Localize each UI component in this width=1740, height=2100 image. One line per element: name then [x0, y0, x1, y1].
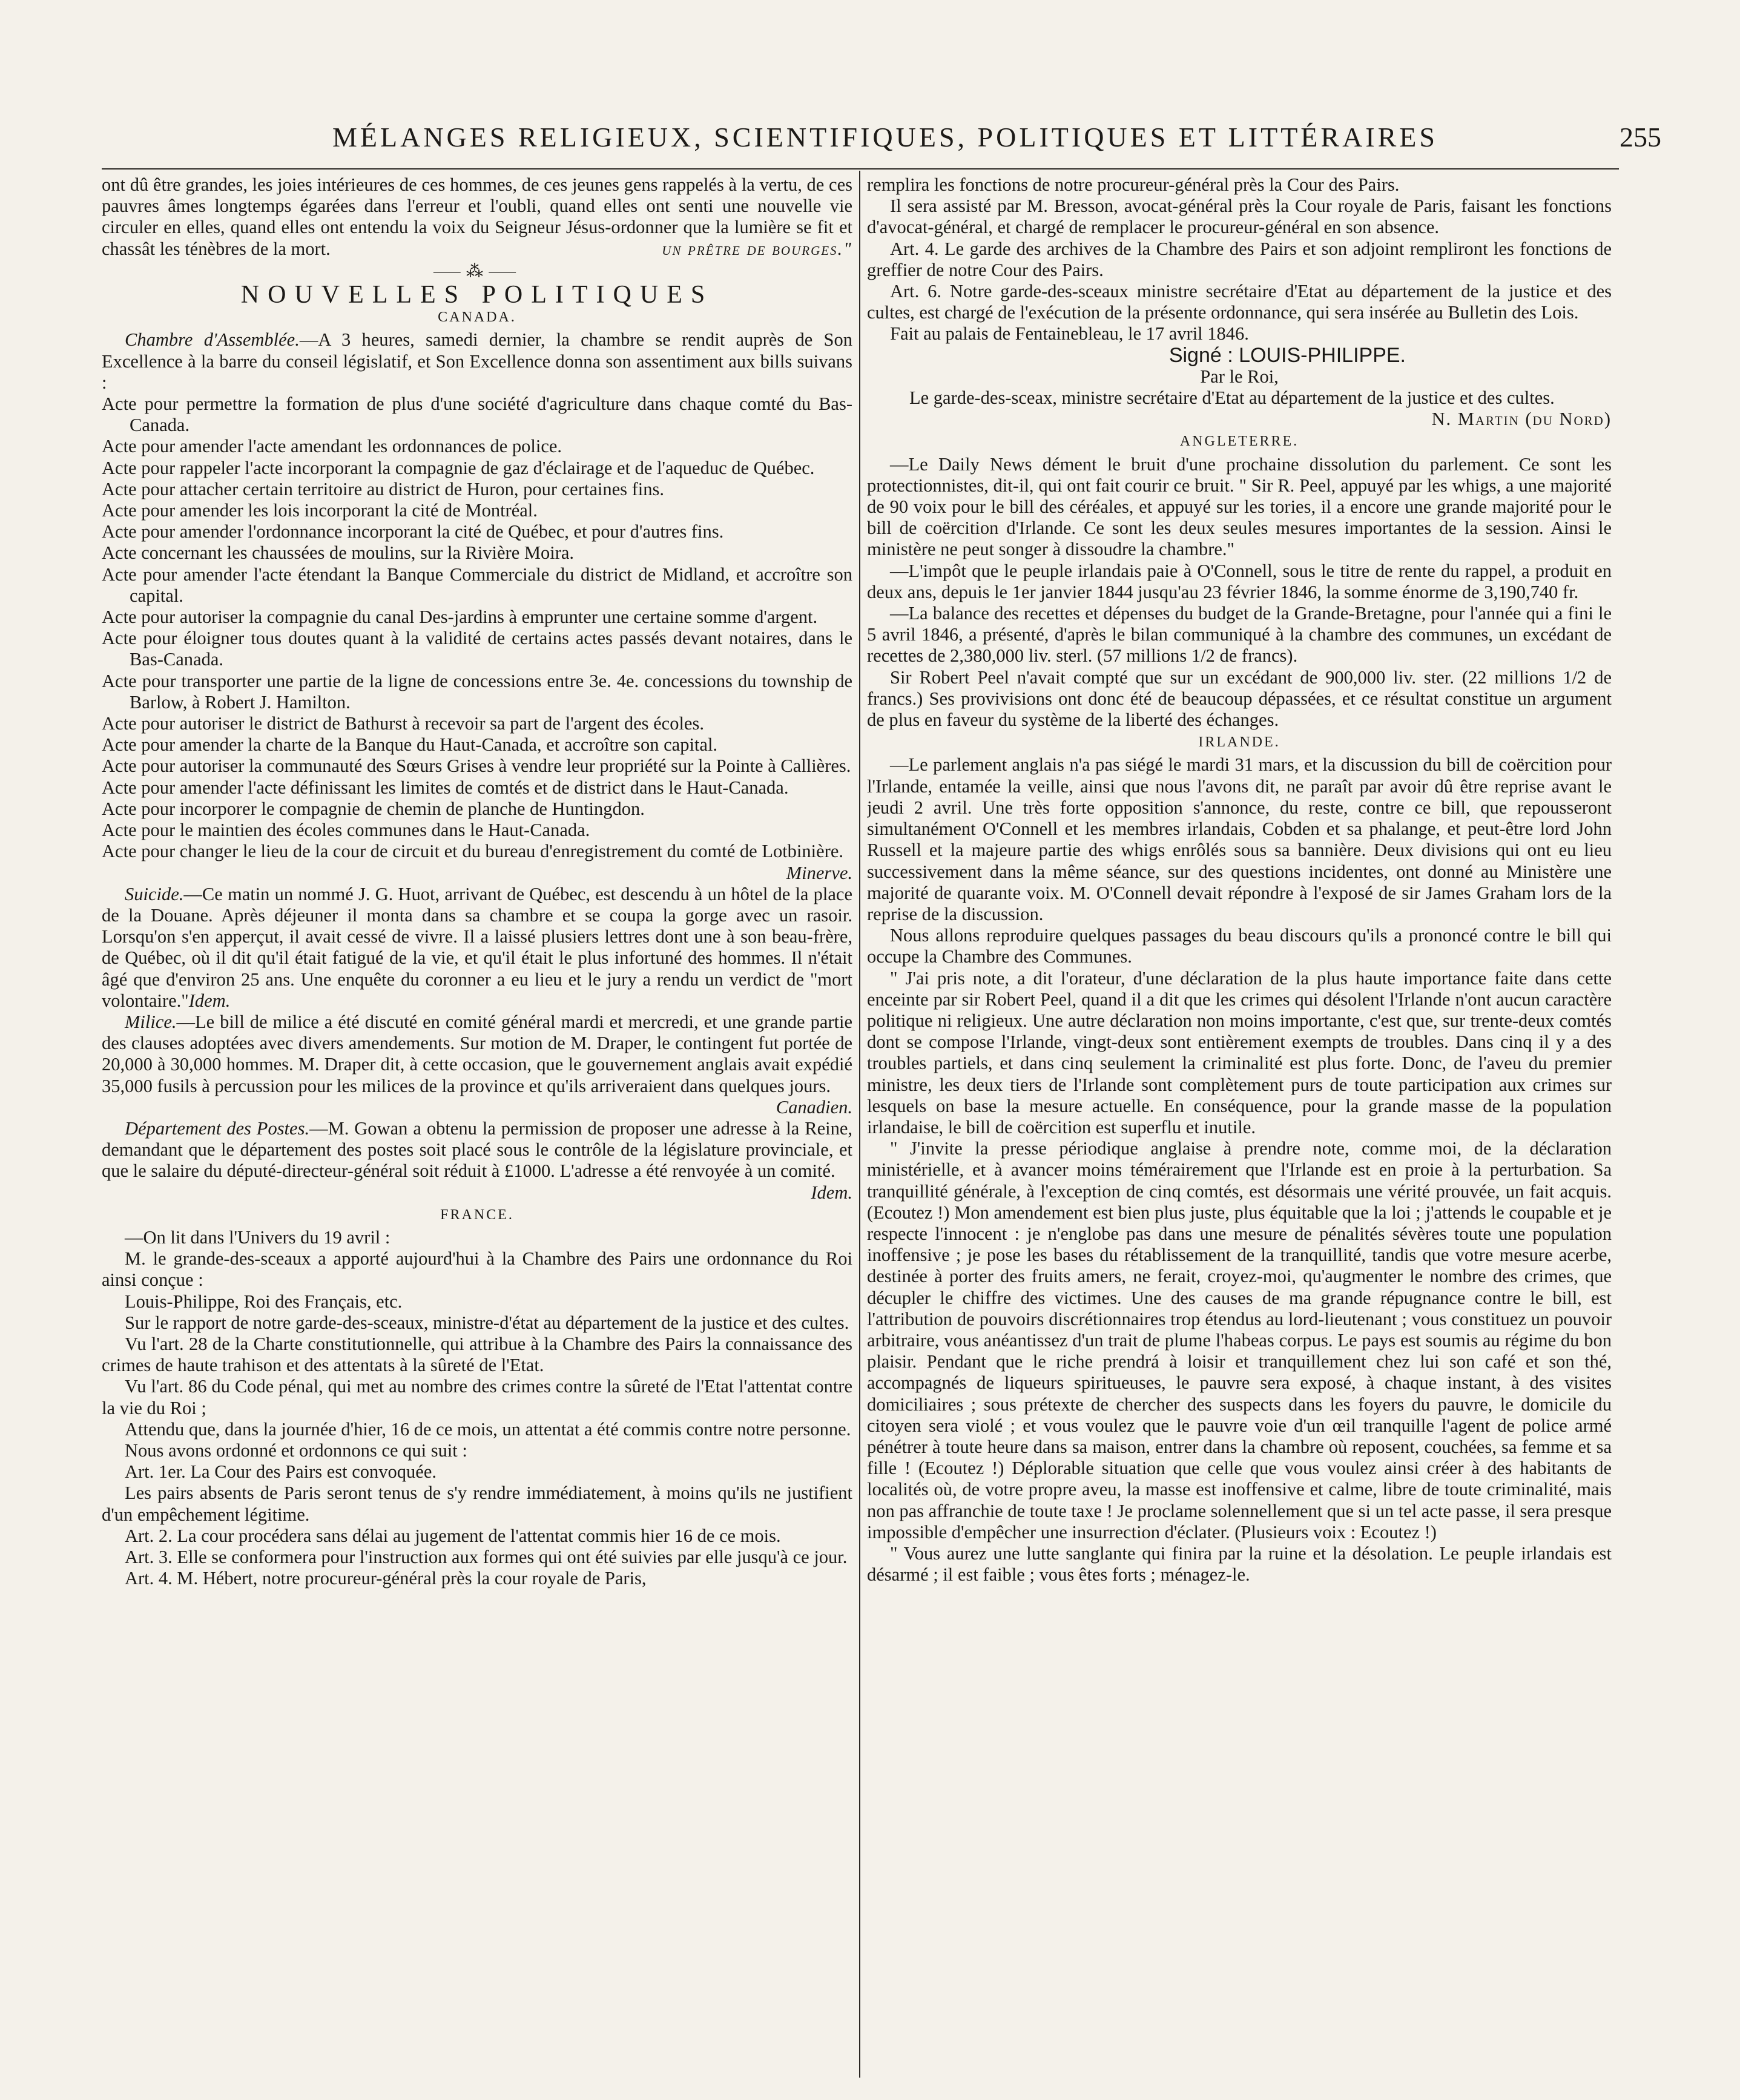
england-paragraph: —Le Daily News dément le bruit d'une prochaine dissolution du parlement. Ce sont les protectionnistes, dit-il, qui ont fait courir ce bruit. " Sir R. Peel, appuyé par les whigs, a une majorité de 90 voix pour le bill des céréales, et appuyé sur les tories, il a encore une grande majorité pour le bill de coërcition d'Irlande. Ce sont les deux seules mesures importantes de la session. Ainsi le ministère ne peut songer à dissoudre la chambre.": [867, 453, 1612, 560]
minister-line: Le garde-des-sceax, ministre secrétaire d'Etat au département de la justice et des cultes.: [909, 387, 1555, 409]
running-head: [103, 121, 1667, 157]
france-paragraph: Vu l'art. 28 de la Charte constitutionnelle, qui attribue à la Chambre des Pairs la connaissance des crimes de haute trahison et des attentats à la sûreté de l'Etat.: [102, 1333, 852, 1376]
act-item: Acte pour autoriser la compagnie du canal Des-jardins à emprunter une certaine somme d'argent.: [102, 607, 818, 628]
act-item: Acte pour amender l'acte étendant la Banque Commerciale du district de Midland, et accroître son capital.: [102, 564, 852, 606]
act-item: Acte pour amender l'acte amendant les ordonnances de police.: [102, 436, 562, 457]
ornament-divider: ⸺⁂⸺: [432, 262, 522, 281]
ordinance-paragraph: remplira les fonctions de notre procureur-général près la Cour des Pairs.: [867, 174, 1400, 195]
intro-paragraph: ont dû être grandes, les joies intérieures de ces hommes, de ces jeunes gens rappelés à la vertu, de ces pauvres âmes longtemps égarées dans l'erreur et l'oubli, quand elles ont senti une nouvelle vie circuler en elles, quand elles ont entendu la voix du Seigneur Jésus-ordonner que la lumière se fit et chassât les ténèbres de la mort. un prêtre de bourges.": [102, 174, 852, 259]
milice-paragraph: Milice.—Le bill de milice a été discuté en comité général mardi et mercredi, et une grande partie des clauses adoptées avec divers amendements. Sur motion de M. Draper, le contingent fut portée de 20,000 à 30,000 hommes. M. Draper dit, à cette occasion, que le gouvernement anglais avait expédié 35,000 fusils à percussion pour les milices de la province et qu'ils arriveraient dans quelques jours. Canadien.: [102, 1011, 852, 1117]
milice-label: Milice.: [125, 1011, 177, 1032]
france-paragraph: Art. 1er. La Cour des Pairs est convoquée.: [125, 1461, 437, 1483]
royal-signature: Signé : LOUIS-PHILIPPE.: [1168, 343, 1406, 367]
canada-subhead: CANADA.: [438, 309, 516, 326]
postes-paragraph: Département des Postes.—M. Gowan a obtenu la permission de proposer une adresse à la Reine, demandant que le département des postes soit placé sous le contrôle de la législature provinciale, et que le salaire du député-directeur-général soit réduit à £1000. L'adresse a été renvoyée à un comité. Idem.: [102, 1117, 852, 1203]
act-item: Acte pour rappeler l'acte incorporant la compagnie de gaz d'éclairage et de l'aqueduc de Québec.: [102, 457, 815, 478]
france-paragraph: Nous avons ordonné et ordonnons ce qui suit :: [125, 1440, 467, 1461]
ordinance-paragraph: Art. 6. Notre garde-des-sceaux ministre secrétaire d'Etat au département de la justice et des cultes, est chargé de l'exécution de la présente ordonnance, qui sera insérée au Bulletin des Lois.: [867, 281, 1612, 323]
source-credit: Idem.: [811, 1182, 852, 1203]
running-title: MÉLANGES RELIGIEUX, SCIENTIFIQUES, POLITIQUES ET LITTÉRAIRES: [332, 122, 1438, 153]
france-paragraph: Sur le rapport de notre garde-des-sceaux, ministre-d'état au département de la justice et des cultes.: [125, 1312, 849, 1333]
france-subhead: FRANCE.: [440, 1206, 514, 1223]
act-item: Acte pour transporter une partie de la ligne de concessions entre 3e. 4e. concessions du township de Barlow, à Robert J. Hamilton.: [102, 670, 852, 713]
act-item: Acte pour autoriser le district de Bathurst à recevoir sa part de l'argent des écoles.: [102, 713, 704, 734]
england-paragraph: Sir Robert Peel n'avait compté que sur un excédant de 900,000 liv. ster. (22 millions 1/2 de francs.) Ses provivisions ont donc été de beaucoup dépassées, et ce résultat constitue un argument de plus en faveur du système de la liberté des échanges.: [867, 667, 1612, 731]
assembly-paragraph: Chambre d'Assemblée.—A 3 heures, samedi dernier, la chambre se rendit auprès de Son Excellence à la barre du conseil législatif, et Son Excellence donna son assentiment aux bills suivans :: [102, 329, 852, 393]
ireland-paragraph: " J'invite la presse périodique anglaise à prendre note, comme moi, de la déclaration ministérielle, et à avancer moins témérairement que l'Irlande est en proie à la perturbation. Sa tranquillité générale, à l'exception de cinq comtés, est désormais une vérité prouvée, un fait acquis. (Ecoutez !) Mon amendement est bien plus juste, plus équitable que la loi ; j'attends le coupable et je respecte l'innocent : je n'englobe pas dans une mesure de pénalités sévères toute une population inoffensive ; je pose les bases du rétablissement de la tranquillité, tandis que votre mesure acerbe, destinée à porter des fruits amers, ne ferait, croyez-moi, qu'augmenter le nombre des crimes, que décupler le chiffre des victimes. Une des causes de ma grande répugnance contre le bill, est l'attribution de pouvoirs discrétionnaires trop étendus au lord-lieutenant ; vous constituez un pouvoir arbitraire, vous anéantissez d'un trait de plume l'habeas corpus. Le pays est soumis au régime du bon plaisir. Pendant que le riche prendrá à loisir et tranquillement chez lui son café et son thé, accompagnés de liqueurs spiritueuses, le pauvre sera exposé, à chaque instant, à des visites domiciliaires ; sous prétexte de chercher des suspects dans les foyers du pauvre, le domicile du citoyen sera violé ; et vous voulez que le pauvre voie d'un œil tranquille l'agent de police armé pénétrer à toute heure dans sa maison, entrer dans la chambre où reposent, couchées, sa femme et sa fille ! (Ecoutez !) Déplorable situation que celle que vous voulez ainsi créer à des habitants de localités où, de votre propre aveu, la masse est inoffensive et calme, libre de toute criminalité, mais non pas affranchie de toute taxe ! Je proclame solennellement que si un tel acte passe, il sera presque impossible d'empêcher une insurrection d'éclater. (Plusieurs voix : Ecoutez !): [867, 1138, 1612, 1542]
ireland-paragraph: " Vous aurez une lutte sanglante qui finira par la ruine et la désolation. Le peuple irlandais est désarmé ; il est faible ; vous êtes forts ; ménagez-le.: [867, 1543, 1612, 1585]
angleterre-subhead: ANGLETERRE.: [1179, 433, 1299, 450]
france-paragraph: Art. 2. La cour procédera sans délai au jugement de l'attentat commis hier 16 de ce mois.: [125, 1525, 781, 1546]
france-paragraph: Louis-Philippe, Roi des Français, etc.: [125, 1291, 403, 1312]
act-item: Acte pour amender les lois incorporant la cité de Montréal.: [102, 500, 538, 521]
ireland-paragraph: —Le parlement anglais n'a pas siégé le mardi 31 mars, et la discussion du bill de coërcition pour l'Irlande, entamée la veille, ainsi que nous l'avons dit, ne paraît par avoir dû être reprise avant le jeudi 2 avril. Une très forte opposition s'annonce, du reste, contre ce bill, que repousseront simultanément O'Connell et les membres irlandais, Cobden et sa phalange, et peut-être lord John Russell et la majeure partie des whigs enrôlés sous sa bannière. Deux divisions qui ont eu lieu successivement dans la même séance, sur des questions incidentes, ont donné au Ministère une majorité de quarante voix. M. O'Connell devait répondre à l'exposé de sir James Graham lors de la reprise de la discussion.: [867, 754, 1612, 924]
england-paragraph: —L'impôt que le peuple irlandais paie à O'Connell, sous le titre de rente du rappel, a produit en deux ans, depuis le 1er janvier 1844 jusqu'au 23 février 1846, la somme énorme de 3,190,740 fr.: [867, 560, 1612, 602]
irlande-subhead: IRLANDE.: [1198, 734, 1280, 751]
source-credit: Canadien.: [776, 1096, 852, 1117]
act-item: Acte pour attacher certain territoire au district de Huron, pour certaines fins.: [102, 478, 665, 499]
france-paragraph: Les pairs absents de Paris seront tenus de s'y rendre immédiatement, à moins qu'ils ne justifient d'un empêchement légitime.: [102, 1483, 852, 1525]
act-item: Acte pour éloigner tous doutes quant à la validité de certains actes passés devant notaires, dans le Bas-Canada.: [102, 628, 852, 670]
ireland-paragraph: Nous allons reproduire quelques passages du beau discours qu'ils a prononcé contre le bill qui occupe la Chambre des Communes.: [867, 925, 1612, 967]
par-le-roi: Par le Roi,: [1200, 366, 1279, 387]
act-item: Acte pour amender l'acte définissant les limites de comtés et de district dans le Haut-Canada.: [102, 777, 789, 798]
right-column: [867, 174, 1612, 2051]
france-paragraph: —On lit dans l'Univers du 19 avril :: [125, 1226, 391, 1248]
source-credit: Minerve.: [786, 862, 852, 883]
act-item: Acte pour autoriser la communauté des Sœurs Grises à vendre leur propriété sur la Pointe à Callières.: [102, 755, 851, 777]
ireland-paragraph: " J'ai pris note, a dit l'orateur, d'une déclaration de la plus haute importance faite dans cette enceinte par sir Robert Peel, quand il a dit que les crimes qui désolent l'Irlande n'ont aucun caractère politique ni religieux. Une autre déclaration non moins importante, c'est que, sur trente-deux comtés dont se compose l'Irlande, vingt-deux sont entièrement exempts de troubles. Dans cinq il y a des troubles partiels, et dans cinq seulement la criminalité est plus forte. Donc, de l'aveu du premier ministre, les deux tiers de l'Irlande sont complètement purs de toute participation aux crimes sur lesquels on base la mesure actuelle. En conséquence, pour la grande masse de la population irlandaise, le bill de coërcition est superflu et inutile.: [867, 967, 1612, 1137]
suicide-label: Suicide.: [125, 883, 184, 904]
minister-name: N. Martin (du Nord): [1431, 409, 1612, 430]
act-item: Acte pour incorporer le compagnie de chemin de planche de Huntingdon.: [102, 798, 645, 819]
france-paragraph: Art. 4. M. Hébert, notre procureur-général près la cour royale de Paris,: [125, 1568, 647, 1589]
act-item: Acte pour le maintien des écoles communes dans le Haut-Canada.: [102, 820, 590, 841]
source-credit: Idem.: [188, 990, 231, 1011]
suicide-paragraph: Suicide.—Ce matin un nommé J. G. Huot, arrivant de Québec, est descendu à un hôtel de la place de la Douane. Après déjeuner il monta dans sa chambre et se coupa la gorge avec un rasoir. Lorsqu'on s'en apperçut, il avait cessé de vivre. Il a laissé plusiers lettres dont une à son beau-frère, de Québec, où il dit qu'il était fatigué de la vie, et qu'il était le plus infortuné des hommes. Il n'était âgé que d'environ 25 ans. Une enquête du coronner a eu lieu et le jury a rendu un verdict de "mort volontaire."Idem.: [102, 883, 852, 1011]
ordinance-paragraph: Il sera assisté par M. Bresson, avocat-général près la Cour royale de Paris, faisant les fonctions d'avocat-général, et chargé de remplacer le procureur-général en son absence.: [867, 196, 1612, 238]
act-item: Acte pour amender la charte de la Banque du Haut-Canada, et accroître son capital.: [102, 734, 718, 755]
france-paragraph: Vu l'art. 86 du Code pénal, qui met au nombre des crimes contre la sûreté de l'Etat l'attentat contre la vie du Roi ;: [102, 1376, 852, 1418]
ordinance-date: Fait au palais de Fentainebleau, le 17 avril 1846.: [890, 323, 1249, 344]
act-item: Acte concernant les chaussées de moulins, sur la Rivière Moira.: [102, 542, 575, 564]
france-paragraph: Attendu que, dans la journée d'hier, 16 de ce mois, un attentat a été commis contre notre personne.: [125, 1418, 851, 1440]
france-paragraph: Art. 3. Elle se conformera pour l'instruction aux formes qui ont été suivies par elle jusqu'à ce jour.: [125, 1547, 848, 1567]
column-divider: [859, 171, 860, 2078]
act-item: Acte pour permettre la formation de plus d'une société d'agriculture dans chaque comté du Bas-Canada.: [102, 393, 852, 436]
page-number: 255: [1620, 122, 1661, 153]
left-column: [102, 174, 852, 2051]
section-title: NOUVELLES POLITIQUES: [240, 281, 714, 309]
ordinance-paragraph: Art. 4. Le garde des archives de la Chambre des Pairs et son adjoint rempliront les fonctions de greffier de notre Cour des Pairs.: [867, 238, 1612, 280]
assembly-label: Chambre d'Assemblée.: [125, 329, 300, 351]
england-paragraph: —La balance des recettes et dépenses du budget de la Grande-Bretagne, pour l'année qui a fini le 5 avril 1846, a présenté, d'après le bilan communiqué à la chambre des communes, un excédant de recettes de 2,380,000 liv. sterl. (57 millions 1/2 de francs).: [867, 603, 1612, 667]
header-rule: [102, 168, 1619, 170]
act-item: Acte pour amender l'ordonnance incorporant la cité de Québec, et pour d'autres fins.: [102, 521, 724, 542]
intro-signature: un prêtre de bourges.": [662, 238, 852, 259]
act-item: Acte pour changer le lieu de la cour de circuit et du bureau d'enregistrement du comté de Lotbinière. Minerve.: [102, 841, 852, 883]
france-paragraph: M. le grande-des-sceaux a apporté aujourd'hui à la Chambre des Pairs une ordonnance du Roi ainsi conçue :: [102, 1248, 852, 1291]
postes-label: Département des Postes.: [125, 1117, 310, 1139]
